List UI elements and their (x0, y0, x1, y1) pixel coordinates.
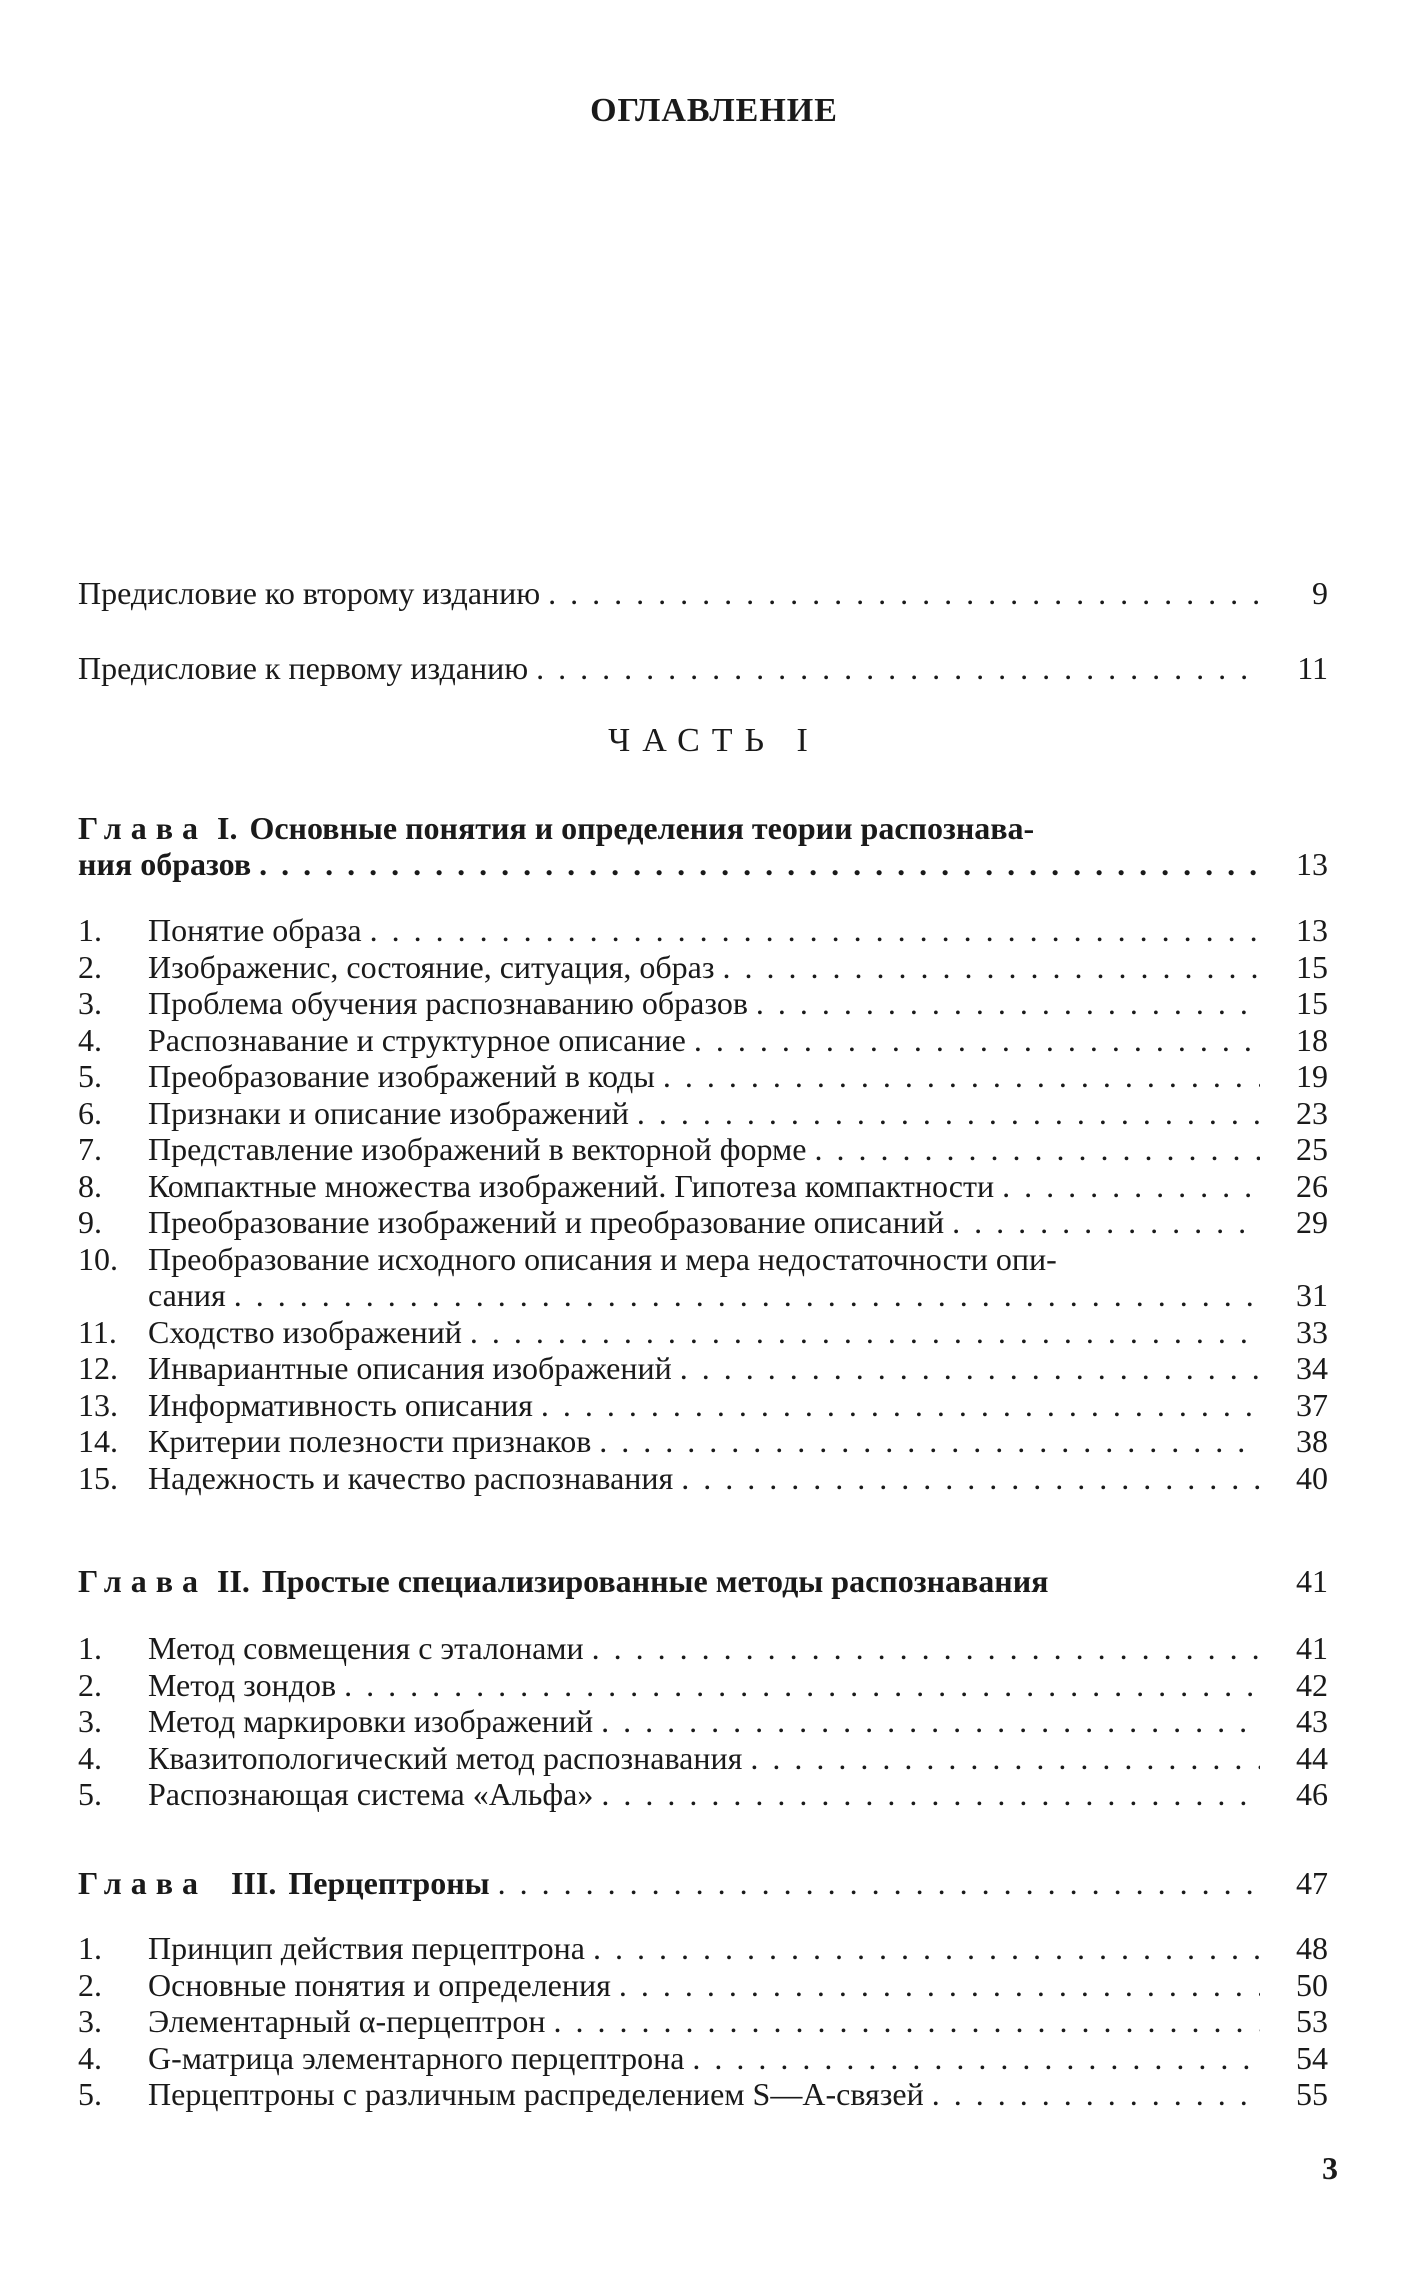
chapter-number: I. (216, 810, 238, 846)
toc-item[interactable] (78, 1095, 1328, 1131)
toc-page: 15 (1296, 948, 1328, 985)
toc-item-number: 6. (78, 1094, 102, 1131)
chapter-heading[interactable] (78, 1865, 1328, 1901)
toc-item-label: Распознавание и структурное описание (148, 1021, 686, 1058)
leader-dots (756, 985, 1260, 1021)
toc-item-label: Сходство изображений (148, 1313, 462, 1350)
toc-item-label: Метод зондов (148, 1666, 337, 1703)
toc-item-label: Представление изображений в векторной форме (148, 1131, 807, 1167)
leader-dots (663, 1058, 1260, 1094)
toc-item-number: 5. (78, 1776, 102, 1812)
toc-page: 9 (1312, 575, 1328, 611)
toc-page: 42 (1296, 1666, 1328, 1703)
chapter-title: Простые специализированные методы распознавания (261, 1563, 1049, 1599)
toc-entry[interactable] (78, 650, 1328, 686)
leader-dots (498, 1865, 1260, 1901)
toc-item[interactable] (78, 1967, 1328, 2003)
toc-item-label: Принцип действия перцептрона (148, 1930, 585, 1966)
toc-page: 55 (1296, 2076, 1328, 2112)
toc-item-number: 2. (78, 1966, 102, 2003)
toc-item[interactable] (78, 1350, 1328, 1386)
toc-item[interactable] (78, 1277, 1328, 1313)
leader-dots (536, 650, 1260, 686)
toc-page: 46 (1296, 1776, 1328, 1812)
leader-dots (694, 1022, 1260, 1058)
toc-item[interactable] (78, 1387, 1328, 1423)
toc-item-label: Информативность описания (148, 1386, 533, 1423)
toc-item-label: Надежность и качество распознавания (148, 1459, 674, 1496)
toc-page: 26 (1296, 1167, 1328, 1204)
toc-page: 50 (1296, 1966, 1328, 2003)
leader-dots (692, 2040, 1260, 2076)
toc-page: 11 (1297, 650, 1328, 686)
leader-dots (553, 2003, 1260, 2039)
toc-page: 40 (1296, 1459, 1328, 1496)
toc-item[interactable] (78, 1930, 1328, 1966)
toc-page: 15 (1296, 985, 1328, 1021)
toc-item-number: 5. (78, 1058, 102, 1094)
toc-page: 23 (1296, 1094, 1328, 1131)
toc-entry[interactable] (78, 575, 1328, 611)
page-title: ОГЛАВЛЕНИЕ (590, 92, 838, 129)
toc-page: 41 (1296, 1630, 1328, 1666)
leader-dots (680, 1350, 1260, 1386)
toc-page: 53 (1296, 2003, 1328, 2039)
toc-item-label: Преобразование исходного описания и мера недостаточности опи- (148, 1240, 1057, 1277)
leader-dots (592, 1630, 1260, 1666)
chapter-title-cont: ния образов (78, 846, 252, 882)
part-heading: ЧАСТЬ I (608, 722, 820, 759)
toc-item-number: 13. (78, 1386, 118, 1423)
toc-page: 19 (1296, 1058, 1328, 1094)
toc-item-label: Перцептроны с различным распределением S—A-связей (148, 2076, 924, 2112)
leader-dots (601, 1776, 1260, 1812)
toc-item[interactable] (78, 1022, 1328, 1058)
toc-item-label: Изображенис, состояние, ситуация, образ (148, 948, 715, 985)
toc-item[interactable] (78, 1630, 1328, 1666)
toc-item-number: 4. (78, 1739, 102, 1776)
toc-item-number: 3. (78, 1703, 102, 1739)
toc-item-number: 8. (78, 1167, 102, 1204)
toc-item[interactable] (78, 1423, 1328, 1459)
toc-item-label: Критерии полезности признаков (148, 1423, 592, 1459)
leader-dots (814, 1131, 1260, 1167)
toc-item-label: Метод совмещения с эталонами (148, 1630, 584, 1666)
toc-item-number: 3. (78, 985, 102, 1021)
toc-item-label: Признаки и описание изображений (148, 1094, 629, 1131)
toc-page: 13 (1296, 912, 1328, 948)
toc-page: 47 (1296, 1865, 1328, 1901)
toc-item-label: Инвариантные описания изображений (148, 1350, 672, 1386)
toc-item[interactable] (78, 2003, 1328, 2039)
toc-item[interactable] (78, 1204, 1328, 1240)
toc-item-label: Элементарный α-перцептрон (148, 2003, 546, 2039)
toc-item-number: 15. (78, 1459, 118, 1496)
toc-page: 48 (1296, 1930, 1328, 1966)
leader-dots (601, 1703, 1260, 1739)
toc-label: Предисловие к первому изданию (78, 650, 529, 686)
toc-item[interactable] (78, 985, 1328, 1021)
toc-item-label: Проблема обучения распознаванию образов (148, 985, 748, 1021)
toc-item-number: 10. (78, 1240, 118, 1277)
toc-item[interactable] (78, 1776, 1328, 1812)
toc-item-label: сания (148, 1277, 226, 1313)
chapter-number: III. (230, 1865, 277, 1901)
leader-dots (470, 1314, 1260, 1350)
toc-item-number: 5. (78, 2076, 102, 2112)
toc-item-number: 2. (78, 948, 102, 985)
toc-item[interactable] (78, 1740, 1328, 1776)
toc-item-label: Квазитопологический метод распознавания (148, 1739, 743, 1776)
leader-dots (952, 1204, 1260, 1240)
toc-item-number: 14. (78, 1423, 118, 1459)
leader-dots (722, 949, 1260, 985)
toc-item-label: Метод маркировки изображений (148, 1703, 594, 1739)
leader-dots (548, 575, 1260, 611)
toc-item[interactable] (78, 1314, 1328, 1350)
toc-page: 31 (1296, 1277, 1328, 1313)
toc-page: 43 (1296, 1703, 1328, 1739)
toc-item[interactable] (78, 1703, 1328, 1739)
leader-dots (370, 912, 1260, 948)
leader-dots (541, 1387, 1260, 1423)
toc-item-label: Понятие образа (148, 912, 362, 948)
toc-item[interactable] (78, 1667, 1328, 1703)
toc-item[interactable] (78, 1460, 1328, 1496)
leader-dots (932, 2076, 1260, 2112)
toc-item[interactable] (78, 2076, 1328, 2112)
leader-dots (681, 1460, 1260, 1496)
toc-page: 34 (1296, 1350, 1328, 1386)
leader-dots (344, 1667, 1260, 1703)
toc-item-label: Распознающая система «Альфа» (148, 1776, 594, 1812)
toc-item-number: 2. (78, 1666, 102, 1703)
toc-label: Предисловие ко второму изданию (78, 575, 541, 611)
toc-item-label: G-матрица элементарного перцептрона (148, 2039, 685, 2076)
toc-page: 41 (1296, 1563, 1328, 1599)
leader-dots (259, 846, 1260, 882)
leader-dots (750, 1740, 1260, 1776)
toc-page: 37 (1296, 1386, 1328, 1423)
chapter-heading-cont[interactable] (78, 846, 1328, 882)
leader-dots (593, 1930, 1260, 1966)
toc-item-number: 11. (78, 1313, 117, 1350)
toc-item[interactable] (78, 1131, 1328, 1167)
toc-item-number: 9. (78, 1204, 102, 1240)
chapter-heading[interactable] (78, 1563, 1328, 1599)
chapter-heading[interactable] (78, 810, 1328, 846)
toc-page: 54 (1296, 2039, 1328, 2076)
toc-item-label: Компактные множества изображений. Гипотеза компактности (148, 1167, 995, 1204)
toc-item-number: 4. (78, 1021, 102, 1058)
toc-page: 44 (1296, 1739, 1328, 1776)
leader-dots (234, 1277, 1260, 1313)
leader-dots (1002, 1168, 1260, 1204)
toc-item-number: 1. (78, 1930, 102, 1966)
toc-item[interactable] (78, 949, 1328, 985)
chapter-number: II. (216, 1563, 250, 1599)
toc-item[interactable] (78, 1168, 1328, 1204)
toc-page: 13 (1296, 846, 1328, 882)
page-number: 3 (1322, 2150, 1338, 2186)
toc-item-label: Преобразование изображений и преобразование описаний (148, 1204, 945, 1240)
leader-dots (619, 1967, 1260, 2003)
toc-item-number: 3. (78, 2003, 102, 2039)
leader-dots (637, 1095, 1260, 1131)
toc-item-label: Преобразование изображений в коды (148, 1058, 655, 1094)
chapter-prefix: Глава (78, 1865, 207, 1901)
toc-item-number: 7. (78, 1131, 102, 1167)
toc-page: 38 (1296, 1423, 1328, 1459)
toc-item[interactable] (78, 1241, 1328, 1277)
toc-item[interactable] (78, 1058, 1328, 1094)
chapter-prefix: Глава (78, 1563, 207, 1599)
toc-page: 18 (1296, 1021, 1328, 1058)
toc-item-number: 1. (78, 912, 102, 948)
toc-page: 25 (1296, 1131, 1328, 1167)
toc-item[interactable] (78, 2040, 1328, 2076)
chapter-title: Перцептроны (288, 1865, 490, 1901)
toc-item-number: 1. (78, 1630, 102, 1666)
toc-item-label: Основные понятия и определения (148, 1966, 611, 2003)
chapter-prefix: Глава (78, 810, 207, 846)
leader-dots (599, 1423, 1260, 1459)
toc-item[interactable] (78, 912, 1328, 948)
toc-page: 33 (1296, 1313, 1328, 1350)
toc-page: 29 (1296, 1204, 1328, 1240)
chapter-title: Основные понятия и определения теории распознава- (249, 810, 1035, 846)
toc-item-number: 4. (78, 2039, 102, 2076)
toc-item-number: 12. (78, 1350, 118, 1386)
